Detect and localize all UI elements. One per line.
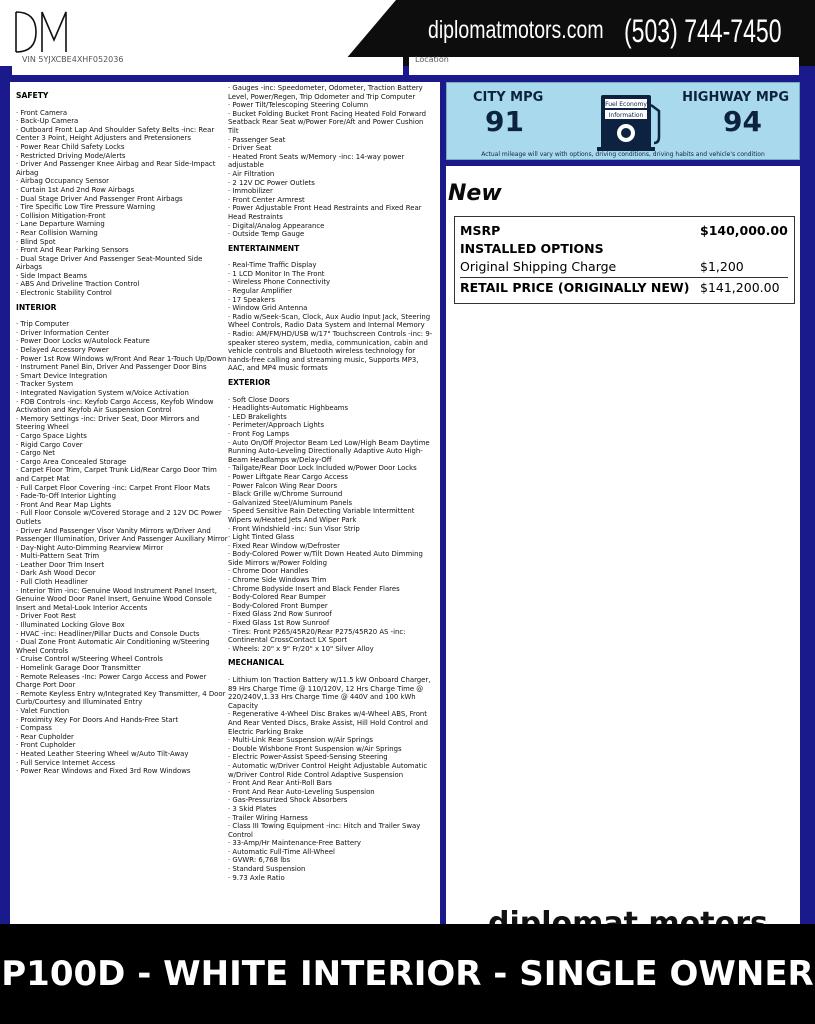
feature-item: · Digital/Analog Appearance (228, 221, 325, 230)
feature-item: · Wheels: 20" x 9" Fr/20" x 10" Silver Alloy (228, 644, 374, 653)
feature-item: · Perimeter/Approach Lights (228, 421, 325, 430)
features-column-2 (228, 84, 436, 882)
feature-item: · Proximity Key For Doors And Hands-Free Start (16, 715, 179, 724)
feature-item: · Fixed Glass 2nd Row Sunroof (228, 610, 332, 619)
feature-item: · Multi-Pattern Seat Trim (16, 552, 100, 561)
feature-item: · Regenerative 4-Wheel Disc Brakes w/4-Wheel ABS, Front And Rear Vented Discs, Brake Assist, Hill Hold Control and Electric Parking Brake (228, 710, 428, 736)
feature-item: · Lithium Ion Traction Battery w/11.5 kW Onboard Charger, 89 Hrs Charge Time @ 110/120V, 12 Hrs Charge Time @ 220/240V,1.33 Hrs Charge Time @ 440V and 100 kWh Capacity (228, 676, 431, 710)
feature-item: · Bucket Folding Bucket Front Facing Heated Fold Forward Seatback Rear Seat w/Power Fore/Aft and Power Cushion Tilt (228, 109, 427, 135)
feature-item: · Gauges -inc: Speedometer, Odometer, Traction Battery Level, Power/Regen, Trip Odometer and Trip Computer (228, 84, 423, 101)
feature-item: · Instrument Panel Bin, Driver And Passenger Door Bins (16, 363, 207, 372)
feature-item: · Power Liftgate Rear Cargo Access (228, 472, 348, 481)
retail-label: RETAIL PRICE (ORIGINALLY NEW) (460, 280, 690, 295)
bottom-banner (0, 924, 815, 1024)
feature-item: · Immobilizer (228, 187, 273, 196)
feature-item: · Double Wishbone Front Suspension w/Air Springs (228, 744, 402, 753)
feature-item: · Fixed Rear Window w/Defroster (228, 541, 340, 550)
feature-item: · Cruise Control w/Steering Wheel Controls (16, 655, 163, 664)
mpg-box (446, 82, 800, 160)
feature-item: · Gas-Pressurized Shock Absorbers (228, 796, 348, 805)
feature-item: · Headlights-Automatic Highbeams (228, 404, 349, 413)
website-link[interactable]: diplomatmotors.com (428, 16, 604, 44)
feature-item: · Compass (16, 724, 52, 733)
feature-item: · 1 LCD Monitor In The Front (228, 269, 325, 278)
feature-item: · Back-Up Camera (16, 117, 79, 126)
feature-item: · Driver Foot Rest (16, 612, 76, 621)
feature-item: · Body-Colored Power w/Tilt Down Heated Auto Dimming Side Mirrors w/Power Folding (228, 550, 423, 567)
feature-item: · Radio: AM/FM/HD/USB w/17" Touchscreen Controls -inc: 9-speaker stereo system, media, communication, cabin and vehicle controls and Bluetooth wireless technology for hands-free calling and streaming music, Supports MP3, AAC, and MP4 music formats (228, 330, 433, 373)
city-mpg-label: CITY MPG (473, 90, 544, 105)
features-panel (10, 82, 440, 924)
feature-item: · Dual Stage Driver And Passenger Front Airbags (16, 194, 183, 203)
feature-item: · Electronic Stability Control (16, 289, 112, 298)
section-heading: EXTERIOR (228, 378, 271, 387)
highway-mpg-value: 94 (723, 105, 762, 138)
feature-item: · Power Falcon Wing Rear Doors (228, 481, 338, 490)
feature-item: · Speed Sensitive Rain Detecting Variable Intermittent Wipers w/Heated Jets And Wiper Park (228, 507, 415, 524)
vin-fragment: VIN 5YJXCBE4XHF052036 (22, 55, 124, 64)
feature-item: · Curtain 1st And 2nd Row Airbags (16, 185, 135, 194)
feature-item: · GVWR: 6,768 lbs (228, 856, 291, 865)
pump-label-2: Information (608, 112, 644, 119)
feature-item: · Real-Time Traffic Display (228, 261, 317, 270)
feature-item: · Power 1st Row Windows w/Front And Rear 1-Touch Up/Down (16, 354, 227, 363)
msrp-label: MSRP (460, 223, 501, 238)
condition-title: New (448, 181, 502, 206)
feature-item: · Lane Departure Warning (16, 220, 105, 229)
feature-item: · Rear Collision Warning (16, 228, 98, 237)
feature-item: · Front And Rear Map Lights (16, 500, 112, 509)
feature-item: · Full Service Internet Access (16, 758, 116, 767)
banner-title: P100D - WHITE INTERIOR - SINGLE OWNER (1, 954, 814, 994)
feature-item: · Chrome Side Windows Trim (228, 576, 327, 585)
feature-item: · Window Grid Antenna (228, 304, 308, 313)
feature-item: · 2 12V DC Power Outlets (228, 178, 315, 187)
feature-item: · Restricted Driving Mode/Alerts (16, 151, 126, 160)
feature-item: · Auto On/Off Projector Beam Led Low/High Beam Daytime Running Auto-Leveling Directionally Adaptive Auto High-Beam Headlamps w/Delay-Off (228, 438, 430, 464)
feature-item: · 17 Speakers (228, 295, 275, 304)
feature-item: · Driver Information Center (16, 328, 110, 337)
feature-item: · Heated Leather Steering Wheel w/Auto Tilt-Away (16, 749, 189, 758)
feature-item: · Rigid Cargo Cover (16, 440, 83, 449)
location-fragment: Location (415, 55, 449, 64)
feature-item: · Tailgate/Rear Door Lock Included w/Power Door Locks (228, 464, 417, 473)
feature-item: · Electric Power-Assist Speed-Sensing Steering (228, 753, 388, 762)
feature-item: · Cargo Net (16, 449, 56, 458)
feature-item: · Valet Function (16, 706, 70, 715)
feature-item: · Front Cupholder (16, 741, 76, 750)
feature-item: · Rear Cupholder (16, 732, 74, 741)
feature-item: · 3 Skid Plates (228, 804, 277, 813)
feature-item: · Chrome Bodyside Insert and Black Fender Flares (228, 584, 400, 593)
feature-item: · Galvanized Steel/Aluminum Panels (228, 498, 353, 507)
feature-item: · Smart Device Integration (16, 371, 108, 380)
feature-item: · Air Filtration (228, 169, 275, 178)
feature-item: · Integrated Navigation System w/Voice Activation (16, 389, 189, 397)
feature-item: · Front Center Armrest (228, 195, 305, 204)
feature-item: · Interior Trim -inc: Genuine Wood Instrument Panel Insert, Genuine Wood Door Panel Insert, Genuine Wood Console Insert and Metal-Look Interior Accents (16, 586, 217, 612)
feature-item: · Front And Rear Auto-Leveling Suspension (228, 787, 375, 796)
feature-item: · HVAC -inc: Headliner/Pillar Ducts and Console Ducts (16, 629, 200, 638)
retail-value: $141,200.00 (700, 280, 780, 295)
feature-item: · Remote Keyless Entry w/Integrated Key Transmitter, 4 Door Curb/Courtesy and Illuminated Entry (16, 689, 226, 707)
feature-item: · Blind Spot (16, 237, 56, 246)
feature-item: · Tires: Front P265/45R20/Rear P275/45R20 AS -inc: Continental CrossContact LX Sport (228, 627, 406, 645)
feature-item: · Carpet Floor Trim, Carpet Trunk Lid/Rear Cargo Door Trim and Carpet Mat (16, 466, 217, 483)
section-heading: INTERIOR (16, 302, 57, 312)
feature-item: · Body-Colored Rear Bumper (228, 593, 326, 602)
feature-item: · Homelink Garage Door Transmitter (16, 664, 141, 672)
feature-item: · Front Windshield -inc: Sun Visor Strip (228, 524, 360, 533)
installed-options-label: INSTALLED OPTIONS (460, 241, 604, 256)
feature-item: · Front And Rear Parking Sensors (16, 246, 129, 255)
feature-item: · Black Grille w/Chrome Surround (228, 490, 343, 499)
phone-number[interactable]: (503) 744-7450 (624, 13, 782, 49)
feature-item: · Radio w/Seek-Scan, Clock, Aux Audio Input Jack, Steering Wheel Controls, Radio Data System and Internal Memory (228, 312, 431, 330)
section-heading: ENTERTAINMENT (228, 243, 300, 253)
price-divider (460, 277, 788, 278)
highway-mpg-label: HIGHWAY MPG (682, 90, 789, 105)
dm-logo-icon (14, 10, 70, 54)
feature-item: · Regular Amplifier (228, 287, 293, 296)
feature-item: · Full Floor Console w/Covered Storage and 2 12V DC Power Outlets (16, 509, 222, 526)
feature-item: · Fixed Glass 1st Row Sunroof (228, 619, 330, 628)
feature-item: · Power Rear Windows and Fixed 3rd Row Windows (16, 767, 191, 776)
feature-item: · Driver Seat (228, 144, 272, 153)
feature-item: · Wireless Phone Connectivity (228, 278, 331, 287)
feature-item: · Full Carpet Floor Covering -inc: Carpet Front Floor Mats (16, 483, 210, 492)
feature-item: · Power Rear Child Safety Locks (16, 142, 125, 151)
feature-item: · Driver And Passenger Visor Vanity Mirrors w/Driver And Passenger Illumination, Driver And Passenger Auxiliary Mirror (16, 526, 228, 544)
feature-item: · FOB Controls -inc: Keyfob Cargo Access, Keyfob Window Activation and Keyfob Air Suspension Control (16, 397, 214, 415)
feature-item: · Airbag Occupancy Sensor (16, 177, 110, 186)
feature-item: · Side Impact Beams (16, 271, 87, 280)
feature-item: · Automatic Full-Time All-Wheel (228, 847, 335, 856)
feature-item: · Front Fog Lamps (228, 429, 290, 438)
feature-item: · Dual Stage Driver And Passenger Seat-Mounted Side Airbags (16, 254, 203, 272)
section-heading: MECHANICAL (228, 658, 285, 668)
feature-item: · Driver And Passenger Knee Airbag and Rear Side-Impact Airbag (16, 160, 216, 177)
feature-item: · Trip Computer (16, 320, 70, 329)
feature-item: · Leather Door Trim Insert (16, 560, 105, 569)
feature-item: · Chrome Door Handles (228, 567, 309, 576)
shipping-label: Original Shipping Charge (460, 259, 617, 274)
pump-label-1: Fuel Economy (605, 101, 647, 108)
fuel-pump-icon (597, 91, 663, 151)
feature-item: · Power Adjustable Front Head Restraints and Fixed Rear Head Restraints (228, 204, 422, 221)
mpg-disclaimer: Actual mileage will vary with options, driving conditions, driving habits and vehicle's condition (481, 151, 765, 158)
feature-item: · Cargo Space Lights (16, 431, 87, 440)
city-mpg-value: 91 (485, 105, 524, 138)
feature-item: · Front And Rear Anti-Roll Bars (228, 779, 332, 788)
feature-item: · Trailer Wiring Harness (228, 813, 308, 822)
feature-item: · Power Door Locks w/Autolock Feature (16, 337, 150, 346)
feature-item: · Body-Colored Front Bumper (228, 601, 328, 610)
pricing-panel (446, 166, 800, 924)
shipping-value: $1,200 (700, 259, 744, 274)
feature-item: · Front Camera (16, 108, 68, 117)
feature-item: · ABS And Driveline Traction Control (16, 280, 140, 289)
feature-item: · Multi-Link Rear Suspension w/Air Springs (228, 736, 373, 745)
feature-item: · Collision Mitigation-Front (16, 211, 106, 220)
feature-item: · Passenger Seat (228, 135, 286, 144)
feature-item: · Dark Ash Wood Decor (16, 569, 96, 578)
features-column-1 (16, 92, 228, 776)
feature-item: · 9.73 Axle Ratio (228, 873, 285, 882)
feature-item: · Day-Night Auto-Dimming Rearview Mirror (16, 543, 164, 552)
feature-item: · Dual Zone Front Automatic Air Conditioning w/Steering Wheel Controls (16, 638, 210, 655)
feature-item: · Full Cloth Headliner (16, 578, 88, 587)
feature-item: · Outboard Front Lap And Shoulder Safety Belts -inc: Rear Center 3 Point, Height Adjusters and Pretensioners (16, 125, 215, 143)
feature-item: · Class III Towing Equipment -inc: Hitch and Trailer Sway Control (228, 822, 421, 839)
feature-item: · Soft Close Doors (228, 395, 290, 404)
feature-item: · Cargo Area Concealed Storage (16, 457, 127, 466)
feature-item: · Light Tinted Glass (228, 533, 295, 542)
feature-item: · Standard Suspension (228, 865, 306, 874)
price-table (454, 216, 795, 304)
feature-item: · Remote Releases -Inc: Power Cargo Access and Power Charge Port Door (16, 672, 207, 690)
feature-item: · Delayed Accessory Power (16, 346, 109, 355)
msrp-value: $140,000.00 (700, 223, 788, 238)
feature-item: · Automatic w/Driver Control Height Adjustable Automatic w/Driver Control Ride Control Adaptive Suspension (228, 761, 428, 779)
feature-item: · Memory Settings -inc: Driver Seat, Door Mirrors and Steering Wheel (16, 414, 200, 432)
feature-item: · Illuminated Locking Glove Box (16, 621, 125, 630)
feature-item: · Heated Front Seats w/Memory -inc: 14-way power adjustable (228, 152, 405, 170)
feature-item: · 33-Amp/Hr Maintenance-Free Battery (228, 839, 361, 848)
location-box (409, 57, 799, 75)
feature-item: · Power Tilt/Telescoping Steering Column (228, 101, 369, 110)
section-heading: SAFETY (16, 91, 49, 100)
vin-box (12, 57, 403, 75)
feature-item: · Tracker System (16, 380, 74, 389)
feature-item: · Tire Specific Low Tire Pressure Warning (16, 203, 156, 212)
feature-item: · LED Brakelights (228, 412, 287, 421)
feature-item: · Outside Temp Gauge (228, 230, 305, 239)
feature-item: · Fade-To-Off Interior Lighting (16, 492, 116, 501)
